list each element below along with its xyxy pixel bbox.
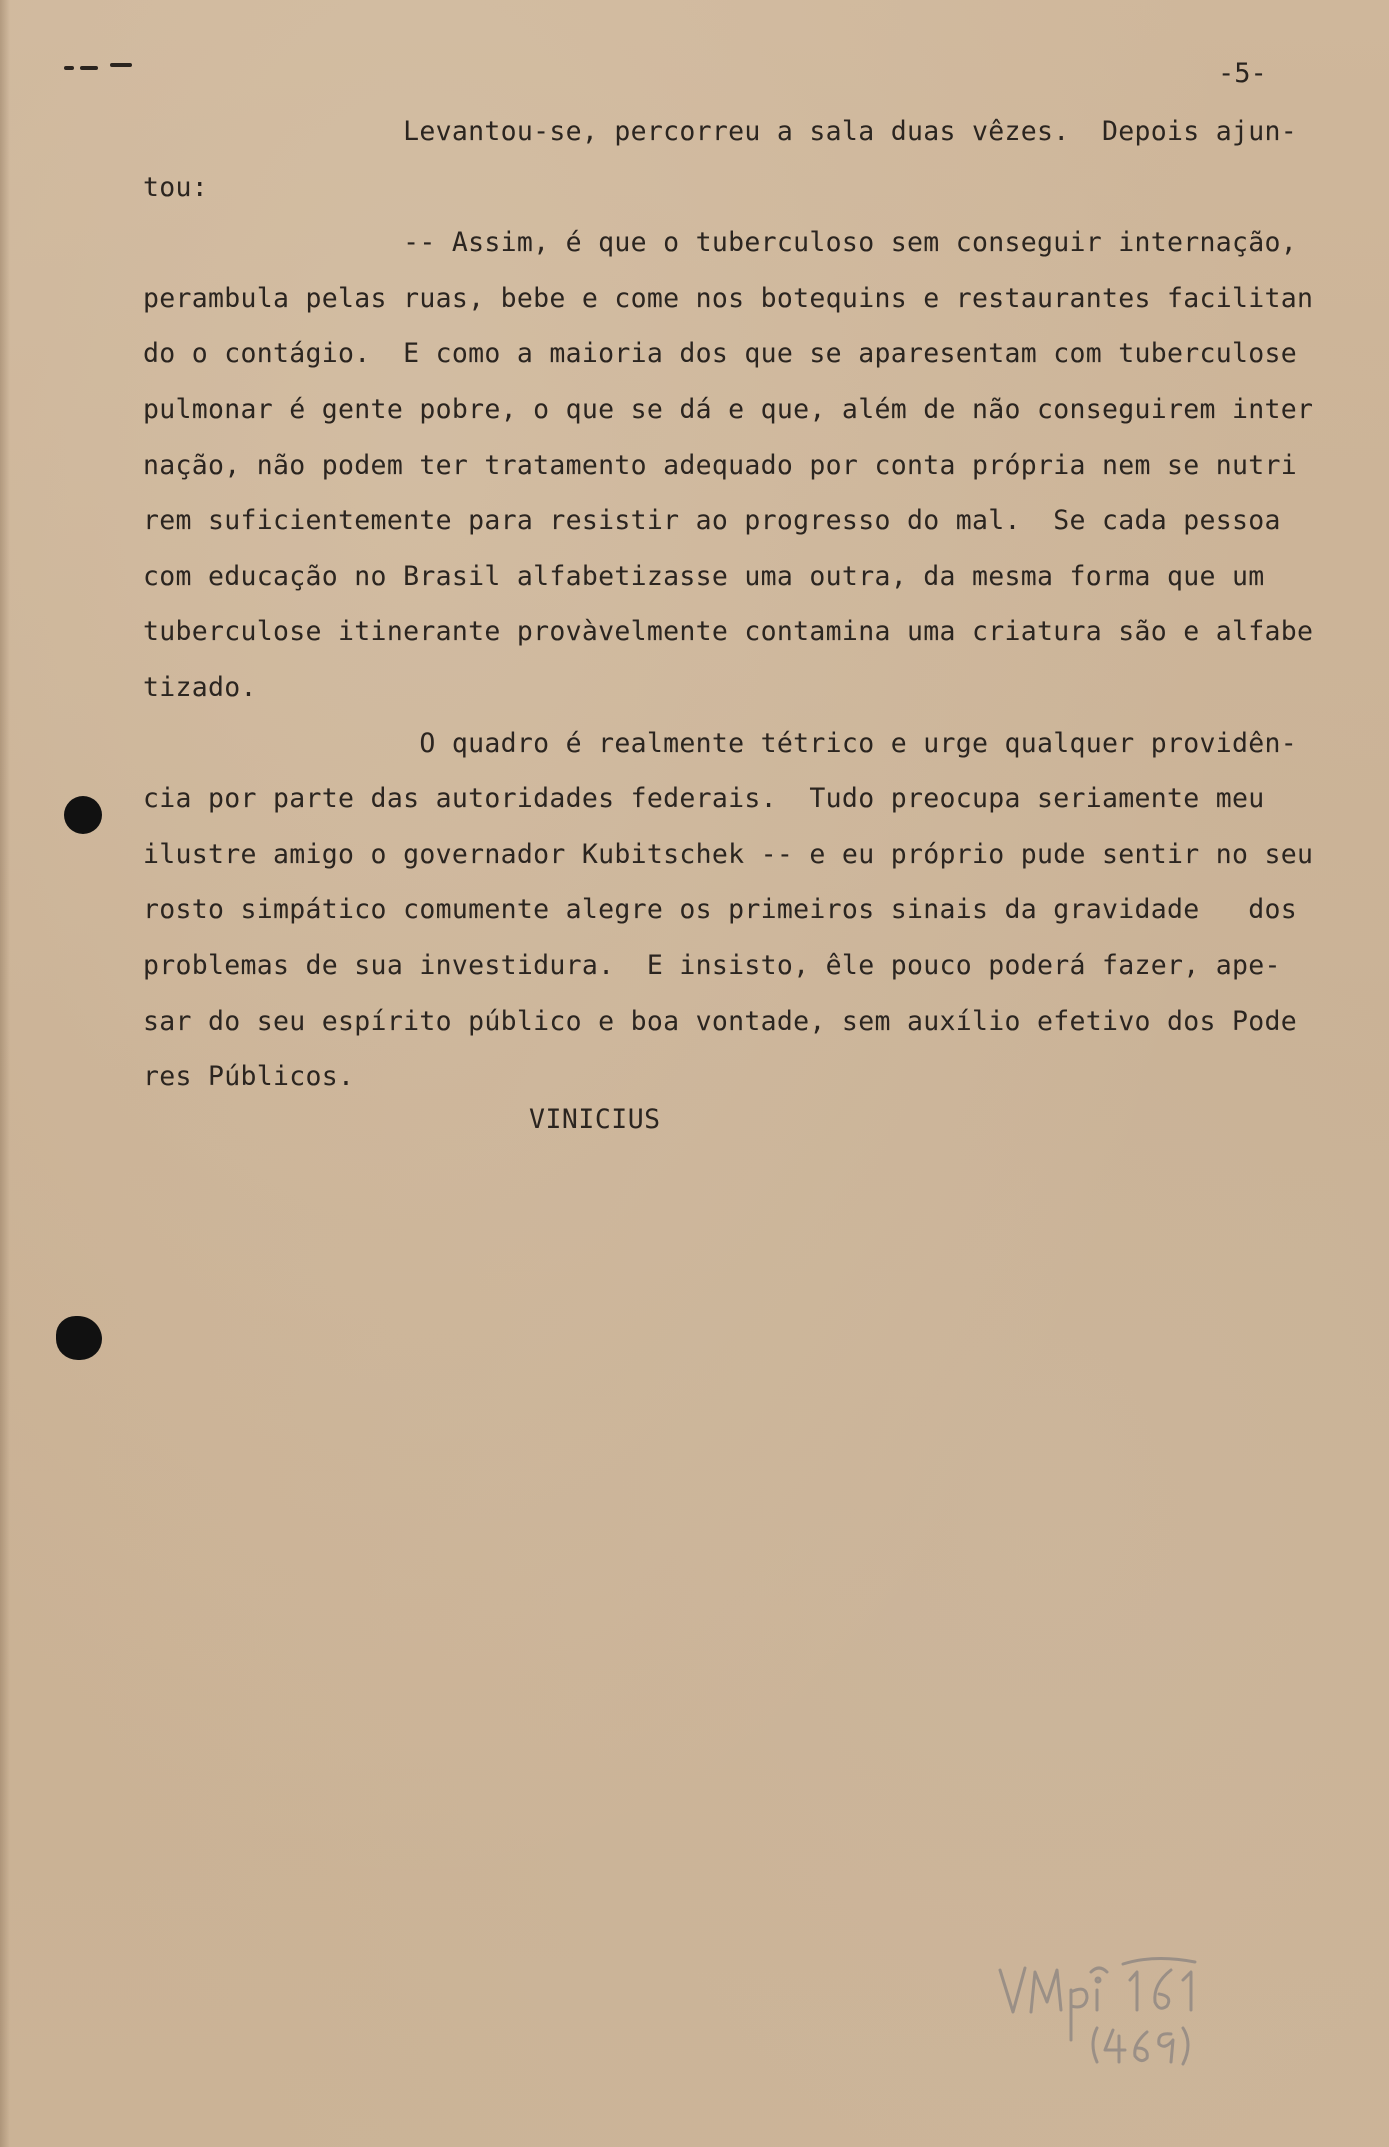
- punch-hole-top: [64, 796, 102, 834]
- corner-ink-mark: [64, 66, 136, 74]
- page-number: -5-: [1218, 58, 1267, 89]
- text-line: -- Assim, é que o tuberculoso sem conseguir internação,: [143, 227, 1298, 259]
- text-line: do o contágio. E como a maioria dos que se aparesentam com tuberculose: [143, 338, 1298, 370]
- signature: VINICIUS: [529, 1104, 661, 1135]
- text-line: O quadro é realmente tétrico e urge qualquer providên-: [143, 727, 1298, 759]
- text-line: Levantou-se, percorreu a sala duas vêzes. Depois ajun-: [143, 116, 1298, 147]
- text-line: tou:: [143, 171, 209, 203]
- text-line: rem suficientemente para resistir ao progresso do mal. Se cada pessoa: [143, 505, 1281, 537]
- punch-hole-bottom: [56, 1316, 102, 1360]
- text-line: tuberculose itinerante provàvelmente contamina uma criatura são e alfabe: [143, 616, 1314, 648]
- text-line: res Públicos.: [143, 1061, 355, 1093]
- text-line: rosto simpático comumente alegre os primeiros sinais da gravidade dos: [143, 894, 1298, 926]
- text-line: ilustre amigo o governador Kubitschek -- e eu próprio pude sentir no seu: [143, 838, 1314, 870]
- text-line: problemas de sua investidura. E insisto, êle pouco poderá fazer, ape-: [143, 949, 1281, 981]
- text-line: tizado.: [143, 671, 257, 703]
- text-line: cia por parte das autoridades federais. Tudo preocupa seriamente meu: [143, 783, 1265, 815]
- text-line: com educação no Brasil alfabetizasse uma outra, da mesma forma que um: [143, 560, 1265, 592]
- pencil-archive-annotation: [995, 1950, 1245, 2080]
- text-line: pulmonar é gente pobre, o que se dá e que, além de não conseguirem inter: [143, 393, 1314, 425]
- paragraph-3: [143, 716, 1358, 1105]
- letter-body: [143, 104, 1358, 1105]
- text-line: perambula pelas ruas, bebe e come nos botequins e restaurantes facilitan: [143, 282, 1314, 314]
- text-line: sar do seu espírito público e boa vontade, sem auxílio efetivo dos Pode: [143, 1005, 1298, 1037]
- text-line: nação, não podem ter tratamento adequado por conta própria nem se nutri: [143, 449, 1298, 481]
- paper-edge-shadow: [0, 0, 10, 2147]
- paragraph-1: [143, 104, 1358, 215]
- paragraph-2: [143, 215, 1358, 715]
